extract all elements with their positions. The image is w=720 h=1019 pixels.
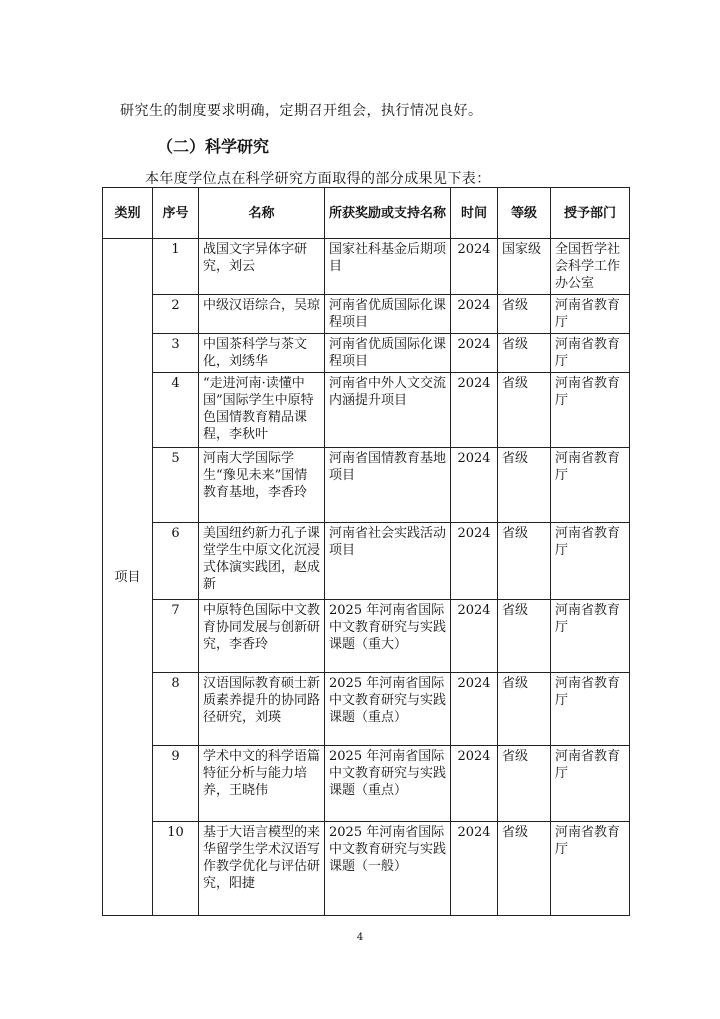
award-cell: 河南省国情教育基地项目 (325, 448, 451, 523)
dept-cell: 河南省教育厅 (551, 523, 630, 600)
level-cell: 省级 (498, 822, 551, 916)
seq-cell: 6 (153, 523, 199, 600)
level-cell: 省级 (498, 334, 551, 373)
table-row (103, 239, 630, 295)
dept-cell: 河南省教育厅 (551, 448, 630, 523)
header-level: 等级 (498, 188, 551, 239)
name-cell: 战国文字异体字研究，刘云 (199, 239, 325, 295)
year-cell: 2024 (451, 600, 498, 673)
header-name: 名称 (199, 188, 325, 239)
award-cell: 2025 年河南省国际中文教育研究与实践课题（一般） (325, 822, 451, 916)
seq-cell: 2 (153, 295, 199, 334)
year-cell: 2024 (451, 373, 498, 448)
header-award: 所获奖励或支持名称 (325, 188, 451, 239)
dept-cell: 河南省教育厅 (551, 600, 630, 673)
name-cell: 美国纽约新力孔子课堂学生中原文化沉浸式体演实践团，赵成新 (199, 523, 325, 600)
page-number: 4 (356, 932, 364, 943)
dept-cell: 全国哲学社会科学工作办公室 (551, 239, 630, 295)
header-dept: 授予部门 (551, 188, 630, 239)
header-seq: 序号 (153, 188, 199, 239)
award-cell: 河南省优质国际化课程项目 (325, 334, 451, 373)
table-row (103, 746, 630, 822)
table-header-row (103, 188, 630, 239)
year-cell: 2024 (451, 448, 498, 523)
level-cell: 省级 (498, 373, 551, 448)
dept-cell: 河南省教育厅 (551, 673, 630, 746)
dept-cell: 河南省教育厅 (551, 373, 630, 448)
award-cell: 国家社科基金后期项目 (325, 239, 451, 295)
table-row (103, 523, 630, 600)
award-cell: 2025 年河南省国际中文教育研究与实践课题（重点） (325, 746, 451, 822)
year-cell: 2024 (451, 523, 498, 600)
name-cell: “走进河南·读懂中国”国际学生中原特色国情教育精品课程，李秋叶 (199, 373, 325, 448)
name-cell: 基于大语言模型的来华留学生学术汉语写作教学优化与评估研究，阳捷 (199, 822, 325, 916)
seq-cell: 10 (153, 822, 199, 916)
table-row (103, 448, 630, 523)
name-cell: 学术中文的科学语篇特征分析与能力培养，王晓伟 (199, 746, 325, 822)
table-row (103, 295, 630, 334)
award-cell: 2025 年河南省国际中文教育研究与实践课题（重点） (325, 673, 451, 746)
header-category: 类别 (103, 188, 153, 239)
table-row (103, 822, 630, 916)
seq-cell: 8 (153, 673, 199, 746)
year-cell: 2024 (451, 822, 498, 916)
level-cell: 省级 (498, 673, 551, 746)
year-cell: 2024 (451, 746, 498, 822)
seq-cell: 7 (153, 600, 199, 673)
dept-cell: 河南省教育厅 (551, 295, 630, 334)
award-cell: 河南省优质国际化课程项目 (325, 295, 451, 334)
seq-cell: 4 (153, 373, 199, 448)
section-heading: （二）科学研究 (157, 137, 270, 156)
name-cell: 中原特色国际中文教育协同发展与创新研究，李香玲 (199, 600, 325, 673)
table-row (103, 673, 630, 746)
name-cell: 河南大学国际学生“豫见未来”国情教育基地，李香玲 (199, 448, 325, 523)
seq-cell: 1 (153, 239, 199, 295)
seq-cell: 5 (153, 448, 199, 523)
year-cell: 2024 (451, 673, 498, 746)
level-cell: 国家级 (498, 239, 551, 295)
table-row (103, 373, 630, 448)
intro-paragraph: 本年度学位点在科学研究方面取得的部分成果见下表： (145, 171, 491, 187)
name-cell: 汉语国际教育硕士新质素养提升的协同路径研究，刘瑛 (199, 673, 325, 746)
name-cell: 中国茶科学与茶文化，刘绣华 (199, 334, 325, 373)
category-cell: 项目 (103, 239, 153, 916)
header-year: 时间 (451, 188, 498, 239)
level-cell: 省级 (498, 295, 551, 334)
year-cell: 2024 (451, 239, 498, 295)
level-cell: 省级 (498, 746, 551, 822)
dept-cell: 河南省教育厅 (551, 334, 630, 373)
seq-cell: 9 (153, 746, 199, 822)
seq-cell: 3 (153, 334, 199, 373)
dept-cell: 河南省教育厅 (551, 822, 630, 916)
table-row (103, 334, 630, 373)
award-cell: 河南省社会实践活动项目 (325, 523, 451, 600)
body-text-line: 研究生的制度要求明确，定期召开组会，执行情况良好。 (120, 103, 483, 119)
level-cell: 省级 (498, 448, 551, 523)
award-cell: 河南省中外人文交流内涵提升项目 (325, 373, 451, 448)
year-cell: 2024 (451, 295, 498, 334)
level-cell: 省级 (498, 523, 551, 600)
table-row (103, 600, 630, 673)
year-cell: 2024 (451, 334, 498, 373)
achievements-table (102, 187, 630, 916)
name-cell: 中级汉语综合，吴琼 (199, 295, 325, 334)
dept-cell: 河南省教育厅 (551, 746, 630, 822)
level-cell: 省级 (498, 600, 551, 673)
award-cell: 2025 年河南省国际中文教育研究与实践课题（重大） (325, 600, 451, 673)
